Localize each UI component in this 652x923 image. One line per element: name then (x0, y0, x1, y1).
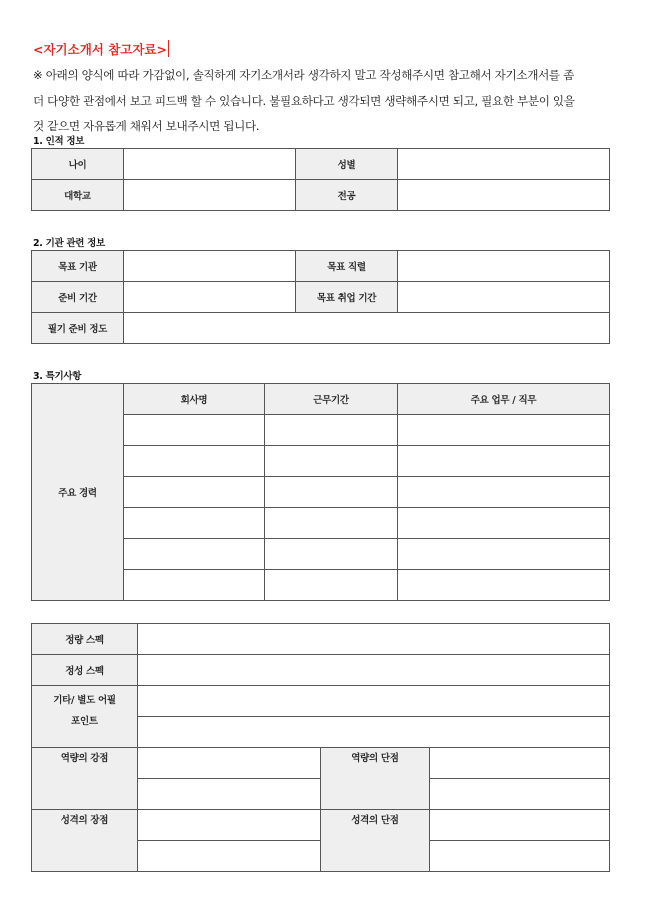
prep-period-label: 준비 기간 (32, 282, 124, 313)
specs-table (31, 623, 610, 872)
company-name-cell[interactable] (124, 446, 265, 477)
career-table (31, 383, 610, 601)
target-employment-period-label: 목표 취업 기간 (296, 282, 398, 313)
main-duties-cell[interactable] (398, 539, 610, 570)
target-institution-label: 목표 기관 (32, 251, 124, 282)
personal-info-table (31, 148, 610, 211)
university-label: 대학교 (32, 180, 124, 211)
other-appeal-label-line2: 포인트 (71, 716, 98, 727)
written-exam-prep-label: 필기 준비 정도 (32, 313, 124, 344)
institution-info-table (31, 250, 610, 344)
work-period-cell[interactable] (265, 415, 398, 446)
quantitative-spec-label: 정량 스펙 (32, 624, 138, 655)
other-appeal-field[interactable] (138, 686, 610, 717)
other-appeal-field[interactable] (138, 717, 610, 748)
competency-weakness-field[interactable] (430, 779, 610, 810)
section3-heading: 3. 특기사항 (33, 371, 82, 382)
major-field[interactable] (398, 180, 610, 211)
main-duties-cell[interactable] (398, 415, 610, 446)
gender-label: 성별 (296, 149, 398, 180)
intro-line: 것 같으면 자유롭게 채워서 보내주시면 됩니다. (33, 119, 260, 133)
main-duties-cell[interactable] (398, 477, 610, 508)
personality-strength-label: 성격의 장점 (32, 810, 138, 872)
competency-weakness-label: 역량의 단점 (321, 748, 430, 810)
competency-strength-label: 역량의 강점 (32, 748, 138, 810)
personality-weakness-label: 성격의 단점 (321, 810, 430, 872)
work-period-cell[interactable] (265, 446, 398, 477)
personality-strength-field[interactable] (138, 810, 321, 841)
other-appeal-label-line1: 기타/ 별도 어필 (53, 695, 116, 706)
personality-weakness-field[interactable] (430, 841, 610, 872)
quantitative-spec-field[interactable] (138, 624, 610, 655)
target-position-field[interactable] (398, 251, 610, 282)
age-label: 나이 (32, 149, 124, 180)
intro-paragraph (33, 63, 618, 140)
qualitative-spec-field[interactable] (138, 655, 610, 686)
target-employment-period-field[interactable] (398, 282, 610, 313)
work-period-cell[interactable] (265, 570, 398, 601)
prep-period-field[interactable] (124, 282, 296, 313)
main-duties-cell[interactable] (398, 446, 610, 477)
qualitative-spec-label: 정성 스펙 (32, 655, 138, 686)
work-period-cell[interactable] (265, 477, 398, 508)
company-name-cell[interactable] (124, 508, 265, 539)
title-text: <자기소개서 참고자료> (33, 42, 167, 57)
text-cursor (168, 40, 169, 57)
company-name-cell[interactable] (124, 570, 265, 601)
main-duties-cell[interactable] (398, 508, 610, 539)
company-name-header: 회사명 (124, 384, 265, 415)
company-name-cell[interactable] (124, 477, 265, 508)
company-name-cell[interactable] (124, 415, 265, 446)
target-institution-field[interactable] (124, 251, 296, 282)
section1-heading: 1. 인적 정보 (33, 136, 85, 147)
competency-weakness-field[interactable] (430, 748, 610, 779)
other-appeal-label (32, 686, 138, 748)
work-period-header: 근무기간 (265, 384, 398, 415)
university-field[interactable] (124, 180, 296, 211)
intro-line: ※ 아래의 양식에 따라 가감없이, 솔직하게 자기소개서라 생각하지 말고 작성해주시면 참고해서 자기소개서를 좀 (33, 68, 574, 82)
target-position-label: 목표 직렬 (296, 251, 398, 282)
section2-heading: 2. 기관 관련 정보 (33, 238, 105, 249)
gender-field[interactable] (398, 149, 610, 180)
age-field[interactable] (124, 149, 296, 180)
major-label: 전공 (296, 180, 398, 211)
document-title[interactable] (33, 40, 169, 59)
work-period-cell[interactable] (265, 508, 398, 539)
personality-strength-field[interactable] (138, 841, 321, 872)
work-period-cell[interactable] (265, 539, 398, 570)
company-name-cell[interactable] (124, 539, 265, 570)
career-row-label: 주요 경력 (32, 384, 124, 601)
competency-strength-field[interactable] (138, 748, 321, 779)
main-duties-cell[interactable] (398, 570, 610, 601)
intro-line: 더 다양한 관점에서 보고 피드백 할 수 있습니다. 불필요하다고 생각되면 생략해주시면 되고, 필요한 부분이 있을 (33, 93, 575, 108)
personality-weakness-field[interactable] (430, 810, 610, 841)
written-exam-prep-field[interactable] (124, 313, 610, 344)
competency-strength-field[interactable] (138, 779, 321, 810)
main-duties-header: 주요 업무 / 직무 (398, 384, 610, 415)
